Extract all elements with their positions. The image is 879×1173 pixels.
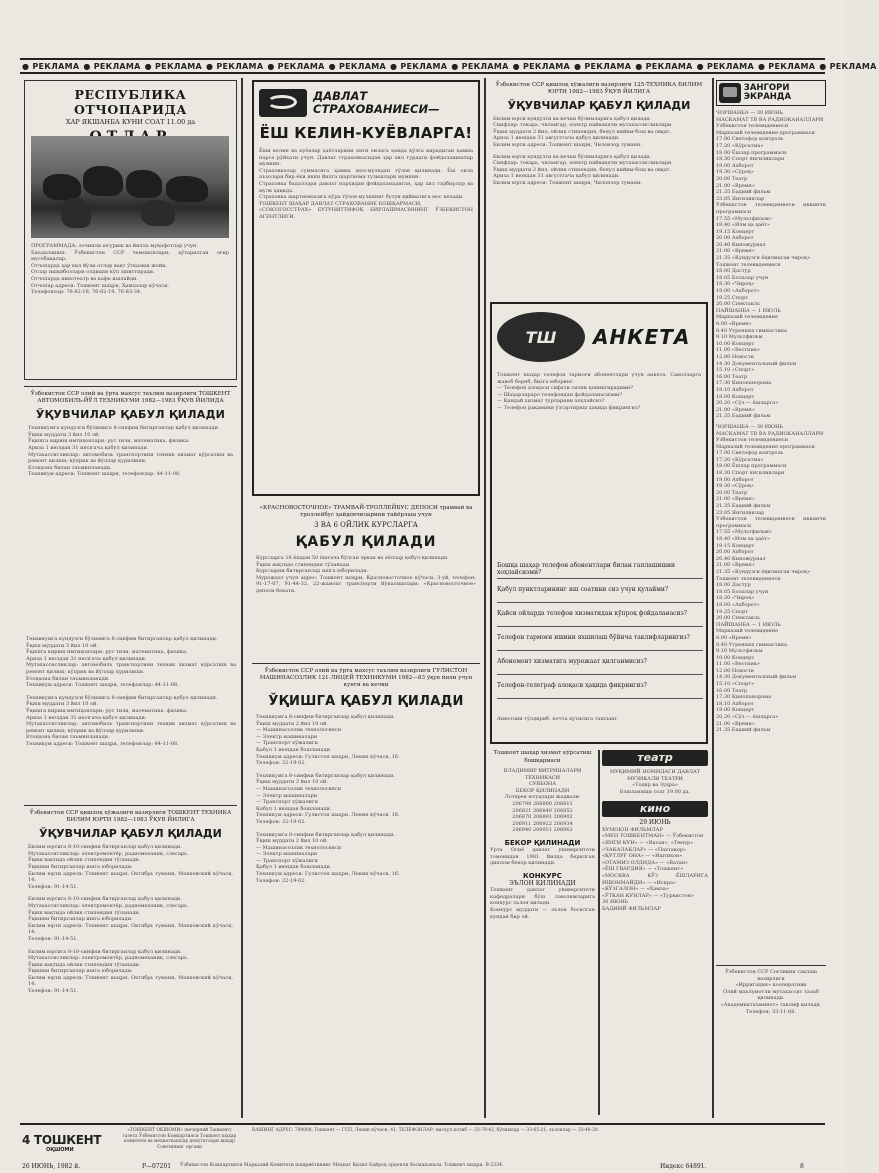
anketa-logo-text: ТШ (525, 327, 557, 347)
technicum2-headline: ЎҚИШГА ҚАБУЛ ҚИЛАДИ (268, 694, 464, 709)
technicum2-header: Ўзбекистон ССР олий ва ўрта махсус таълим вазирлиги ГУЛИСТОН МАШИНАСОЗЛИК 121-ЛИЦЕЙ ТЕХНИКУМИ 1982—83 ўқув йили учун кунги ва кечки (259, 668, 473, 688)
insurance-logo-icon (259, 89, 307, 117)
konkurs-headline: КОНКУРС (523, 871, 562, 880)
footer-editorial: «ТОШКЕНТ ОҚШОМИ» (вечерний Ташкент) газета Ўзбекистон Компартияси Тошкент шаҳар комитети ва меҳнаткашлар депутатлари шаҳар Советининг органи (122, 1128, 237, 1150)
technicum2-body-2: Техникумга 8-синфни битирганлар қабул қилинади. Ўқиш муддати 2 йил 10 ой. — Машинасозлик технологияси — Электр машиналари — Транспорт хўжалиги Қабул 1 июндан бошланади. Техникум адреси: Гулистон шаҳри, Ленин кўчаси, 16. Телефон: 22-19-02. (256, 772, 400, 825)
footer-code: Р—07201 (142, 1163, 172, 1170)
theatre-banner: театр (602, 750, 708, 766)
anketa-answer-line[interactable] (497, 578, 703, 579)
tv-body: ЧОРШАНБА — 30 ИЮНЬ МАСКАМАТ ТВ ВА РАДИОКАНАЛЛАРИ Узбекистон телевидениеси Марказий телевидение программаси 17.00 Светофор контроль 17.20 «Кўрсатма» 18.00 Ёшлар программаси 18.30 Спорт янгиликлари 19.00 Ахборот 19.30 «Сўроқ» 20.00 Театр 21.00 «Время» 21.35 Бадиий фильм 23.05 Янгиликлар Узбекистон телевидениеси иккинчи программаси 17.55 «Мультфильм» 18.40 «Илм ва ҳаёт» 19.15 Концерт 20.00 Ахборот 20.40 Киножурнал 21.00 «Время» 21.35 «Кундузги ёқилмаган чироқ» Тошкент телевидениеси 18.00 Дастур 18.05 Болалар учун 18.30 «Чироқ» 19.00 «Ахборот» 19.25 Спорт 20.00 Спектакль ПАЙШАНБА — 1 ИЮЛЬ Марказий телевидение 8.00 «Время» 8.40 Утренняя гимнастика 9.10 Мультфильм 10.00 Концерт 11.00 «Вестник» 12.00 Новости 14.30 Документальный фильм 15.10 «Спорт» 16.00 Театр 17.30 Кинопанорама 18.10 Ахборот 19.00 Концерт 20.20 «Сўз — ёшларга» 21.00 «Время» 21.35 Бадиий фильм (716, 110, 826, 420)
reklama-label: ● РЕКЛАМА (144, 61, 202, 71)
reklama-label: ● РЕКЛАМА (389, 61, 448, 71)
tram-headline: ҚАБУЛ ҚИЛАДИ (295, 534, 437, 551)
schools2-headline: ЎҚУВЧИЛАР ҚАБУЛ ҚИЛАДИ (507, 98, 691, 112)
schools3-header: Ўзбекистон ССР қишлоқ хўжалиги вазирлиги ТОШКЕНТ ТЕХНИКА БИЛИМ ЮРТИ 1982—1983 ЎҚУВ ЙИЛИГА (29, 810, 232, 823)
tv-header: ЗАНГОРИ ЭКРАНДА (743, 83, 792, 102)
footer (20, 1123, 825, 1170)
anketa-questions (497, 562, 701, 712)
anketa-headline: АНКЕТА (593, 325, 691, 349)
reklama-label: ● РЕКЛАМА (819, 61, 877, 71)
becor-headline: БЕКОР ҚИЛИНАДИ (504, 838, 581, 847)
reklama-label: ● РЕКЛАМА (512, 61, 570, 71)
hippodrome-ad (24, 80, 237, 380)
tv-icon (719, 83, 741, 103)
horse-race-photo (31, 136, 229, 238)
hippodrome-subtitle: ХАР ЯКШАНБА КУНИ СОАТ 11.00 да (65, 118, 196, 126)
tram-ad (252, 502, 480, 657)
footer-logo-text: 4 ТОШКЕНТ (22, 1133, 102, 1147)
anketa-question: Телефон-телеграф алоқаси ҳақида фикрингиз? (497, 682, 647, 689)
anketa-question: Телефон тармоғи ишини яхшилаш бўйича таклифларингиз? (497, 634, 690, 641)
anketa-logo-icon (497, 312, 585, 362)
tech-school-body: Техникумга кундузги бўлимига 8-синфни битирганлар қабул қилинади. Ўқиш муддати 3 йил 10 ой. Ўқишга кириш имтиҳонлари: рус тили, математика, физика. Ариза 1 июлдан 31 июлгача қабул қилинади. Мутахассисликлар: автомобиль транспортини техник хизмат кўрсатиш ва ремонт қилиш; кўприк ва йўллар қурилиши. Етоқхона билан таъминланади. Техникум адреси: Тошкент шаҳри, телефонлар: 44-11-08. (28, 425, 233, 478)
reklama-label: ● РЕКЛАМА (328, 61, 386, 71)
reklama-label: ● РЕКЛАМА (451, 61, 509, 71)
becor-body: Урта Осиё давлат университети томонидан 1981 йилда берилган диплом бекор қилинади. (490, 846, 597, 867)
tv-column (716, 80, 826, 960)
anketa-question: Абонемент хизматига мурожаат қилганмисиз? (497, 658, 647, 665)
insurance-logo-text: ДАВЛАТ СТРАХОВАНИЕСИ— (313, 89, 440, 116)
lottery-header: Тошкент шаҳар хизмат кўрсатиш бошқармаси (493, 750, 592, 764)
reklama-label: ● РЕКЛАМА (22, 61, 80, 71)
schools3-body: Билим юртига 8-10-синфни битирганлар қабул қилинади. Мутахассисликлар: электромонтёр, радиомеханик, слесарь. Ўқиш вақтида ойлик стипендия тўланади. Ўқишни битирганлар ишга юборилади. Билим юрти адреси: Тошкент шаҳри, Октябрь тумани, Маяковский кўчаси, 14. Телефон: 91-14-51. (28, 844, 233, 890)
hippodrome-title: РЕСПУБЛИКА ОТЧОПАРИДА (74, 87, 187, 117)
schools2-body-2: Билим юрти кундузги ва кечки бўлимларига қабул қилади. Синфлар: токарь, чилангар, электр пайвандчи мутахассисликлари. Ўқиш муддати 2 йил, ойлик стипендия, бепул кийим-бош ва овқат. Ариза 1 июндан 31 августгача қабул қилинади. Билим юрти адреси: Тошкент шаҳри, Чилонзор тумани. (493, 153, 673, 186)
insurance-headline: ЁШ КЕЛИН-КУЁВЛАРГА! (259, 124, 473, 142)
cinema-date: 29 ИЮНЬ (639, 819, 671, 827)
reklama-label: ● РЕКЛАМА (267, 61, 325, 71)
insurance-ad (252, 80, 480, 496)
konkurs-subhead: ЭЪЛОН ҚИЛИНАДИ (509, 879, 576, 887)
schools3-ad (24, 805, 237, 1115)
technicum2-body-3: Техникумга 8-синфни битирганлар қабул қилинади. Ўқиш муддати 2 йил 10 ой. — Машинасозлик технологияси — Электр машиналари — Транспорт хўжалиги Қабул 1 июндан бошланади. Техникум адреси: Гулистон шаҳри, Ленин кўчаси, 16. Телефон: 22-19-02. (256, 831, 400, 884)
anketa-answer-line[interactable] (497, 602, 703, 603)
reklama-strip (20, 58, 877, 74)
schools3-body-3: Билим юртига 8-10-синфни битирганлар қабул қилинади. Мутахассисликлар: электромонтёр, радиомеханик, слесарь. Ўқиш вақтида ойлик стипендия тўланади. Ўқишни битирганлар ишга юборилади. Билим юрти адреси: Тошкент шаҳри, Октябрь тумани, Маяковский кўчаси, 14. Телефон: 91-14-51. (28, 948, 233, 995)
anketa-question: Қабул пунктларининг иш соатини сиз учун қулайми? (497, 586, 669, 593)
anketa-answer-line[interactable] (497, 650, 703, 651)
footer-date: 26 ИЮНЬ, 1982 й. (22, 1163, 81, 1170)
schools2-body: Билим юрти кундузги ва кечки бўлимларига қабул қилади. Синфлар: токарь, чилангар, электр пайвандчи мутахассисликлари. Ўқиш муддати 2 йил, ойлик стипендия, бепул кийим-бош ва овқат. Ариза 1 июндан 31 августгача қабул қилинади. Билим юрти адреси: Тошкент шаҳри, Чилонзор тумани. (493, 115, 673, 148)
anketa-answer-line[interactable] (497, 674, 703, 675)
schools3-body-2: Билим юртига 8-10-синфни битирганлар қабул қилинади. Мутахассисликлар: электромонтёр, радиомеханик, слесарь. Ўқиш вақтида ойлик стипендия тўланади. Ўқишни битирганлар ишга юборилади. Билим юрти адреси: Тошкент шаҳри, Октябрь тумани, Маяковский кўчаси, 14. Телефон: 91-14-51. (28, 896, 233, 942)
reklama-label: ● РЕКЛАМА (696, 61, 754, 71)
schools2-ad (490, 80, 708, 300)
footer-print: Ўзбекистон Компартияси Марказий Комитети нашриётининг Меҳнат Қизил Байроқ орденли босмахонаси. Тошкент шаҳри, В-2334. (180, 1163, 504, 1168)
footer-logo-sub: ОҚШОМИ (46, 1147, 74, 1153)
tech-school-headline: ЎҚУВЧИЛАР ҚАБУЛ ҚИЛАДИ (35, 408, 226, 422)
reklama-label: ● РЕКЛАМА (757, 61, 816, 71)
anketa-answer-line[interactable] (497, 698, 703, 699)
theatre-body: МУҚИМИЙ НОМИДАГИ ДАВЛАТ МУЗИКАЛИ ТЕАТРИ «Тоҳир ва Зуҳра» Бошланиши соат 19.00 да. (609, 769, 701, 795)
reklama-label: ● РЕКЛАМА (83, 61, 141, 71)
anketa-question: Қайси ойларда телефон хизматидан кўпроқ фойдаланасиз? (497, 610, 688, 617)
hippodrome-body: ПРОГРАММАДА: лочинли югуриш ва йилла муқофотлар учун. Баъдаланиш: Ўзбекистон ССР чемпионлари; қўтарилган оғир мусобақалар. Отчопарда ҳар хил йўли отлар вақт ўтказиш жойи. Отлар ишқибозлари олдидан кўп эшиттиради. Отчопарда кинотеатр ва кафе ишлайди. Отчопар адреси: Тошкент шаҳри, Ҳамзалар кўчаси. Телефонлар: 76-82-18, 76-82-19, 76-83-34. (31, 243, 229, 296)
technicum2-ad (252, 663, 480, 1118)
anketa-ad (490, 302, 708, 744)
footer-index: Индекс 64891. (660, 1163, 707, 1170)
insurance-logo-block (259, 86, 473, 120)
footer-page-number: 8 (800, 1163, 804, 1170)
tram-header: «КРАСНОВОСТОЧНОЕ» ТРАМВАЙ-ТРОЛЛЕЙБУС ДЕПОСИ трамвай ва троллейбус ҳайдовчиларини тайёрлаш учун (259, 505, 473, 518)
tv-header-banner (716, 80, 826, 106)
insurance-body: Ёши келин ва куёвлар ҳаётларини янги оилага ҳамда қўлга кирадиган ҳамма нарса рўйхати учун. Давлат страховкасидан ҳар хил турдаги фойдаланишлар мумкин. Страховкалар суммасига ҳамма мол-мулкдан тўлов қилинади. Ёш оила аъзолари бир ёки икки йилга шартнома тузишлари мумкин. Страховка бадаллари давлат нархидан фойдаланадиган, ҳар хил тадбирлар ва мулк ҳақида. Страховка шартномасига кўра тўлов мулкнинг бутун қийматига мос келади. ТОШКЕНТ ШАҲАР ДАВЛАТ СТРАХОВАНИЕ БОШҚАРМАСИ, «СОЮЗГОССТРАХ» БҮТУНИТТИФОҚ БИРЛАШМАСИНИНГ ЎЗБЕКИСТОН АГЕНТЛИГИ. (259, 148, 473, 220)
technicum2-body: Техникумга 8-синфни битирганлар қабул қилинади. Ўқиш муддати 2 йил 10 ой. — Машинасозлик технологияси — Электр машиналари — Транспорт хўжалиги Қабул 1 июндан бошланади. Техникум адреси: Гулистон шаҳри, Ленин кўчаси, 16. Телефон: 22-19-02. (256, 714, 400, 767)
reklama-label: ● РЕКЛАМА (205, 61, 264, 71)
anketa-logo-block (497, 308, 701, 366)
bottom-right-ad (716, 965, 826, 1115)
left-long-text-body: Техникумга кундузги бўлимига 8-синфни битирганлар қабул қилинади. Ўқиш муддати 3 йил 10 ой. Ўқишга кириш имтиҳонлари: рус тили, математика, физика. Ариза 1 июлдан 31 июлгача қабул қилинади. Мутахассисликлар: автомобиль транспортини техник хизмат кўрсатиш ва ремонт қилиш; кўприк ва йўллар қурилиши. Етоқхона билан таъминланади. Техникум адреси: Тошкент шаҳри, телефонлар: 44-11-08. (26, 636, 236, 689)
left-long-text-body-2: Техникумга кундузги бўлимига 8-синфни битирганлар қабул қилинади. Ўқиш муддати 3 йил 10 ой. Ўқишга кириш имтиҳонлари: рус тили, математика, физика. Ариза 1 июлдан 31 июлгача қабул қилинади. Мутахассисликлар: автомобиль транспортини техник хизмат кўрсатиш ва ремонт қилиш; кўприк ва йўллар қурилиши. Етоқхона билан таъминланади. Техникум адреси: Тошкент шаҳри, телефонлар: 44-11-08. (26, 694, 236, 747)
schools2-header: Ўзбекистон ССР қишлоқ хўжалиги вазирлиги 125-ТЕХНИКА БИЛИМ ЮРТИ 1982—1983 ЎҚУВ ЙИЛИГА (495, 82, 703, 95)
reklama-label: ● РЕКЛАМА (635, 61, 693, 71)
tv-body-2: ЧОРШАНБА — 30 ИЮНЬ МАСКАМАТ ТВ ВА РАДИОКАНАЛЛАРИ Узбекистон телевидениеси Марказий телевидение программаси 17.00 Светофор контроль 17.20 «Кўрсатма» 18.00 Ёшлар программаси 18.30 Спорт янгиликлари 19.00 Ахборот 19.30 «Сўроқ» 20.00 Театр 21.00 «Время» 21.35 Бадиий фильм 23.05 Янгиликлар Узбекистон телевидениеси иккинчи программаси 17.55 «Мультфильм» 18.40 «Илм ва ҳаёт» 19.15 Концерт 20.00 Ахборот 20.40 Киножурнал 21.00 «Время» 21.35 «Кундузги ёқилмаган чироқ» Тошкент телевидениеси 18.00 Дастур 18.05 Болалар учун 18.30 «Чироқ» 19.00 «Ахборот» 19.25 Спорт 20.00 Спектакль ПАЙШАНБА — 1 ИЮЛЬ Марказий телевидение 8.00 «Время» 8.40 Утренняя гимнастика 9.10 Мультфильм 10.00 Концерт 11.00 «Вестник» 12.00 Новости 14.30 Документальный фильм 15.10 «Спорт» 16.00 Театр 17.30 Кинопанорама 18.10 Ахборот 19.00 Концерт 20.20 «Сўз — ёшларга» 21.00 «Время» 21.35 Бадиий фильм (716, 423, 826, 734)
anketa-question: Бошқа шаҳар телефон абонентлари билан гаплашишни хоҳлайсизми? (497, 562, 676, 576)
tech-school-ad (24, 386, 237, 634)
konkurs-body: Тошкент давлат университети кафедралари бўш лавозимларига конкурс эълон қилади. Конкурс муддати — эълон босилган кундан бир ой. (490, 887, 595, 920)
anketa-footer: Анкетани тўлдириб, почта қутисига ташланг. (497, 716, 619, 722)
lottery-body: ВЛАДИМИР ВИТРИНАЛАРИ ТЕХНИКАСИ СУВБОНА БЕКОР ҚИЛИНАДИ Лотерея ютуқлари жадвали: 206798 206800 206811 206821 206840 206852 206870 206891 206902 206911 206922 206934 206940 206951 206962 (503, 768, 582, 834)
reklama-label: ● РЕКЛАМА (573, 61, 632, 71)
left-long-text (26, 636, 236, 799)
lottery-column (490, 750, 595, 1115)
schools3-headline: ЎҚУВЧИЛАР ҚАБУЛ ҚИЛАДИ (39, 827, 222, 841)
bottom-right-body: Ўзбекистон ССР Соғлиқни сақлаш вазирлиги «Ирригация» кооперативи Олий маълумотли мутахассис талаб қилинади. «Академиктаъминот» таклиф қилади. Телефон: 33-11-08. (720, 969, 822, 1015)
anketa-answer-line[interactable] (497, 626, 703, 627)
footer-address: ВАШИНГ АДРЕС: 700000, Тошкент — ГСП, Ленин кўчаси, 41. ТЕЛЕФОНЛАР: масъул котиб — 33-79-42, бўлимлар — 33-65-21, эълонлар — 33-48-20. (252, 1128, 600, 1133)
tech-school-header: Ўзбекистон ССР олий ва ўрта махсус таълим вазирлиги ТОШКЕНТ АВТОМОБИЛЬ-ЙЎЛ ТЕХНИКУМИ 1982—1983 ЎҚУВ ЙИЛИДА (30, 391, 231, 404)
tram-body: Курсларга 18 ёшдан 50 ёшгача бўлган эркак ва аёллар қабул қилинади. Ўқиш вақтида стипендия тўланади. Курсларни битирганлар ишга юборилади. Мурожаат учун адрес: Тошкент шаҳри, Красновосточное кўчаси, 3-уй, телефон: 91-17-07, 91-44-32, 22-жамоат транспорти йўналишлари: «Красновосточное» депоси бекати. (256, 555, 476, 595)
theatre-cinema-column (602, 750, 708, 1115)
cinema-body: ХУМОЮН ФИЛЬМЛАР «МЕН ТОШКЕНТМАН» — Ўзбекистон «ЯНГИ КУН» — «Ватан», «Темур» «ЧАКАЛАКЛАР» — «Пахтакор» «ҚУТЛУҒ ОНА» — «Иштихон» «ОТАМИЗ ОЛДИДА» — «Ватан» «ЁШ ГВАРДИЯ» — «Тошкент» «МОСКВА КЎЗ ЁШЛАРИГА ИШОНМАЙДИ» — «Искра» «КЎЗГАЛОН» — «Ҳамза» «ЎТКАН КУНЛАР» — «Туркистон» 30 ИЮНЬ БАДИИЙ ФИЛЬМЛАР (602, 826, 708, 912)
anketa-intro: Тошкент шаҳар телефон тармоғи абонентлари учун анкета. Саволларга жавоб бериб, бизга юборинг. — Телефон алоқаси сифати сизни қониқтирадими? — Шаҳарлараро телефондан фойдаланасизми? — Қандай хизмат турларини хоҳлайсиз? — Телефон рақамини ўзгартириш ҳақида фикрингиз? (497, 372, 701, 411)
tram-subheader: 3 ВА 6 ОЙЛИК КУРСЛАРГА (314, 520, 418, 529)
cinema-banner: кино (602, 801, 708, 817)
